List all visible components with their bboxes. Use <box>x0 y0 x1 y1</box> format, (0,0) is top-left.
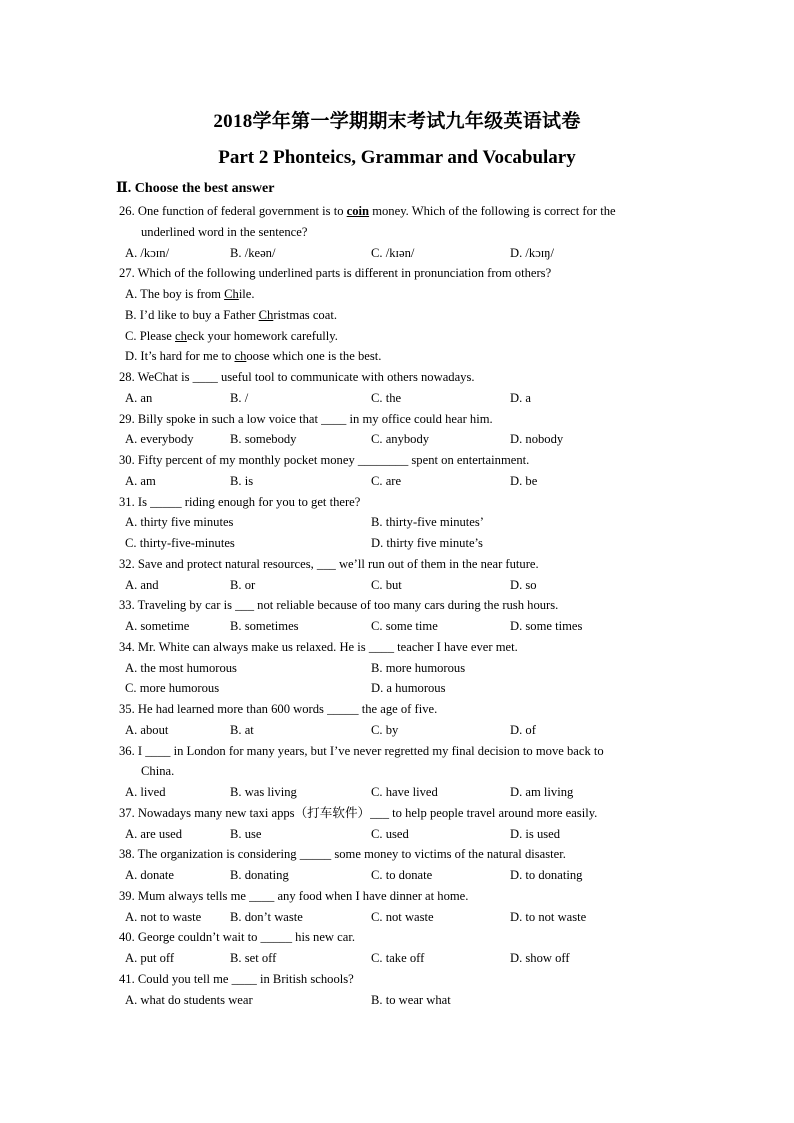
text-segment: 41. Could you tell me ____ in British schools? <box>119 971 354 986</box>
answer-option: D. /kɔɪŋ/ <box>510 245 555 260</box>
answer-option: C. used <box>371 826 409 841</box>
option-row <box>119 243 689 264</box>
underlined-letters: Ch <box>258 307 274 322</box>
option-row <box>119 720 689 741</box>
answer-option: A. lived <box>125 785 166 799</box>
answer-option: A. put off <box>125 951 175 965</box>
answer-option: A. everybody <box>125 432 194 447</box>
answer-option: B. / <box>230 390 249 405</box>
text-segment: 37. Nowadays many new taxi apps（打车软件）___ to help people travel around more easily. <box>119 805 598 820</box>
option-row <box>119 346 689 367</box>
text-segment: 40. George couldn’t wait to _____ his new car. <box>119 930 355 945</box>
answer-option: B. is <box>230 473 254 488</box>
option-row <box>119 865 689 886</box>
question-text <box>119 409 689 430</box>
answer-option: C. thirty-five-minutes <box>125 536 235 550</box>
answer-option: A. am <box>125 473 156 488</box>
answer-option: B. or <box>230 577 256 592</box>
answer-option: C. take off <box>371 951 425 965</box>
answer-option: A. an <box>125 390 153 405</box>
text-segment: 38. The organization is considering _____ some money to victims of the natural disaster. <box>119 847 566 862</box>
answer-option: C. by <box>371 722 399 737</box>
answer-option <box>125 305 337 326</box>
answer-option: D. be <box>510 473 538 488</box>
text-segment: 34. Mr. White can always make us relaxed. He is ____ teacher I have ever met. <box>119 639 518 654</box>
underlined-letters: ch <box>234 349 247 364</box>
text-segment: 29. Billy spoke in such a low voice that ____ in my office could hear him. <box>119 411 493 426</box>
answer-option: B. at <box>230 722 254 737</box>
answer-option: D. some times <box>510 619 583 633</box>
answer-option: B. sometimes <box>230 619 299 633</box>
option-row <box>119 388 689 409</box>
question-text <box>119 637 689 658</box>
text-segment: money. Which of the following is correct for the <box>369 204 616 218</box>
answer-option <box>125 284 255 305</box>
option-row <box>119 512 689 533</box>
option-row <box>119 658 689 679</box>
option-row <box>119 326 689 347</box>
question-text <box>119 803 689 824</box>
answer-option: C. but <box>371 577 402 592</box>
answer-option: C. more humorous <box>125 681 220 696</box>
option-row <box>119 782 689 803</box>
section-heading: Ⅱ. Choose the best answer <box>116 181 275 196</box>
text-segment: 35. He had learned more than 600 words _____ the age of five. <box>119 702 438 716</box>
text-segment: D. It’s hard for me to <box>125 349 235 364</box>
option-row <box>119 907 689 928</box>
answer-option: D. a <box>510 390 531 405</box>
answer-option: C. some time <box>371 619 438 633</box>
underlined-letters: Ch <box>224 287 239 301</box>
text-segment: 27. Which of the following underlined parts is different in pronunciation from others? <box>119 266 552 281</box>
part-title: Part 2 Phonteics, Grammar and Vocabulary <box>218 147 576 168</box>
question-text <box>119 450 689 471</box>
question-text <box>119 761 689 782</box>
answer-option <box>125 346 381 367</box>
underlined-letters: ch <box>175 328 187 343</box>
answer-option: D. nobody <box>510 432 564 447</box>
question-text <box>119 699 689 720</box>
option-row <box>119 616 689 637</box>
option-row <box>119 305 689 326</box>
text-segment: underlined word in the sentence? <box>141 224 308 239</box>
answer-option: A. not to waste <box>125 909 202 924</box>
answer-option: B. don’t waste <box>230 909 303 924</box>
question-text <box>119 927 689 948</box>
answer-option: D. am living <box>510 785 574 799</box>
text-segment: ristmas coat. <box>273 307 337 322</box>
text-segment: B. I’d like to buy a Father <box>125 307 259 322</box>
option-row <box>119 990 689 1011</box>
answer-option: A. about <box>125 722 169 737</box>
text-segment: 36. I ____ in London for many years, but I’ve never regretted my final decision to move back to <box>119 743 604 758</box>
answer-option: B. to wear what <box>371 992 451 1007</box>
option-row <box>119 824 689 845</box>
underlined-word: coin <box>346 204 370 218</box>
text-segment: ile. <box>238 287 255 301</box>
answer-option: A. thirty five minutes <box>125 515 234 530</box>
text-segment: 28. WeChat is ____ useful tool to communicate with others nowadays. <box>119 370 475 384</box>
question-text <box>119 886 689 907</box>
answer-option: A. donate <box>125 868 174 882</box>
question-text <box>119 222 689 243</box>
text-segment: 33. Traveling by car is ___ not reliable because of too many cars during the rush hours. <box>119 598 559 613</box>
text-segment: 31. Is _____ riding enough for you to get there? <box>119 494 361 509</box>
text-segment: China. <box>141 764 175 779</box>
answer-option: D. show off <box>510 951 570 965</box>
question-text <box>119 844 689 865</box>
answer-option: D. to not waste <box>510 909 587 924</box>
answer-option: D. to donating <box>510 868 583 882</box>
option-row <box>119 948 689 969</box>
answer-option: B. was living <box>230 785 297 799</box>
question-text <box>119 263 689 284</box>
answer-option: C. have lived <box>371 785 438 799</box>
question-text <box>119 201 689 222</box>
option-row <box>119 284 689 305</box>
question-text <box>119 595 689 616</box>
answer-option: D. is used <box>510 826 561 841</box>
answer-option: C. to donate <box>371 868 433 882</box>
answer-option: B. more humorous <box>371 660 466 675</box>
answer-option <box>125 326 338 347</box>
option-row <box>119 533 689 554</box>
answer-option: D. thirty five minute’s <box>371 536 483 550</box>
answer-option: A. /kɔɪn/ <box>125 245 170 260</box>
answer-option: C. are <box>371 473 402 488</box>
text-segment: 39. Mum always tells me ____ any food when I have dinner at home. <box>119 888 469 903</box>
exam-title: 2018学年第一学期期末考试九年级英语试卷 <box>213 111 581 132</box>
answer-option: A. sometime <box>125 619 190 633</box>
text-segment: oose which one is the best. <box>246 349 382 364</box>
answer-option: C. /kɪən/ <box>371 245 415 260</box>
text-segment: 32. Save and protect natural resources, ___ we’ll run out of them in the near future. <box>119 556 539 571</box>
option-row <box>119 575 689 596</box>
answer-option: B. /keən/ <box>230 245 276 260</box>
answer-option: A. the most humorous <box>125 660 237 675</box>
answer-option: B. use <box>230 826 262 841</box>
answer-option: C. the <box>371 390 402 405</box>
answer-option: C. anybody <box>371 432 430 447</box>
option-row <box>119 429 689 450</box>
answer-option: C. not waste <box>371 909 434 924</box>
text-segment: 30. Fifty percent of my monthly pocket money ________ spent on entertainment. <box>119 453 530 467</box>
answer-option: B. somebody <box>230 432 297 447</box>
answer-option: B. set off <box>230 951 277 965</box>
text-segment: C. Please <box>125 328 176 343</box>
option-row <box>119 678 689 699</box>
answer-option: A. are used <box>125 826 182 841</box>
question-list <box>119 201 689 1010</box>
answer-option: B. donating <box>230 868 289 882</box>
answer-option: D. of <box>510 722 536 737</box>
option-row <box>119 471 689 492</box>
answer-option: A. what do students wear <box>125 992 253 1007</box>
text-segment: A. The boy is from <box>125 287 225 301</box>
question-text <box>119 741 689 762</box>
question-text <box>119 492 689 513</box>
question-text <box>119 367 689 388</box>
answer-option: D. a humorous <box>371 681 446 696</box>
text-segment: 26. One function of federal government is to <box>119 204 347 218</box>
question-text <box>119 554 689 575</box>
question-text <box>119 969 689 990</box>
answer-option: A. and <box>125 577 159 592</box>
text-segment: eck your homework carefully. <box>186 328 338 343</box>
answer-option: B. thirty-five minutes’ <box>371 515 484 530</box>
answer-option: D. so <box>510 577 537 592</box>
